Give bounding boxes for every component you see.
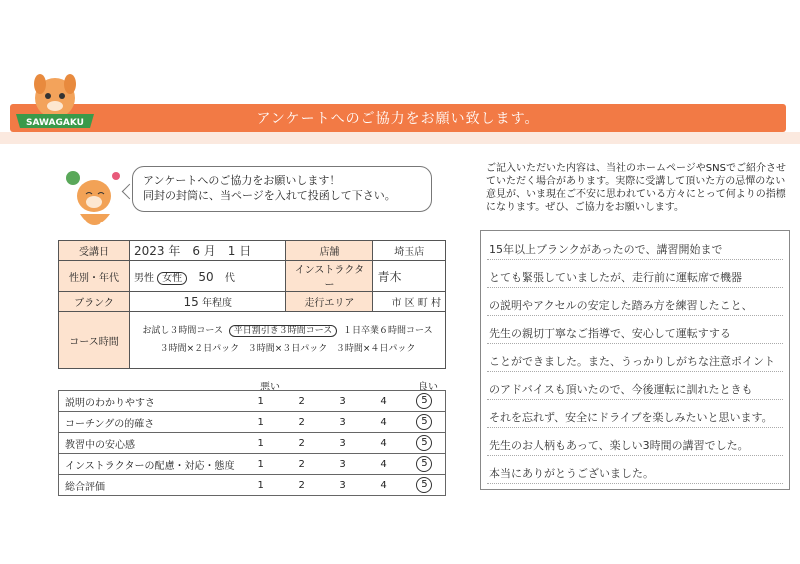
rating-cell [404,454,446,475]
rating-score: 1 [257,416,264,428]
instructor-label: インストラクター [286,261,373,292]
comment-line: 先生のお人柄もあって、楽しい3時間の講習でした。 [489,439,749,452]
bubble-line-2: 同封の封筒に、当ページを入れて投函して下さい。 [143,189,396,202]
course-option-one-day: １日卒業６時間コース [343,326,433,336]
rating-row [59,475,446,496]
male-option: 男性 [134,272,154,284]
rating-table [58,390,446,496]
rating-cell [240,475,281,496]
banner-text: アンケートへのご協力をお願い致します。 [256,111,540,127]
rating-cell [404,391,446,412]
rating-cell [404,433,446,454]
rating-question: 総合評価 [59,475,241,496]
rating-row [59,412,446,433]
deer-mascot-illustration [58,166,128,238]
shop-value: 埼玉店 [373,241,446,261]
logo-text: SAWAGAKU [25,118,85,128]
rating-cell [281,433,322,454]
rating-cell [281,391,322,412]
rating-score: 2 [298,416,305,428]
blank-unit: 年程度 [201,298,232,309]
bad-label: 悪い [260,382,280,393]
date-label: 受講日 [59,241,130,261]
comment-line: 15年以上ブランクがあったので、講習開始まで [489,243,723,256]
rating-question: 説明のわかりやすさ [59,391,241,412]
rating-score: 2 [298,437,305,449]
comment-line: それを忘れず、安全にドライブを楽しみたいと思います。 [489,411,773,424]
rating-cell [363,433,404,454]
comment-line: 本当にありがとうございました。 [489,467,654,480]
rating-row [59,454,446,475]
rating-cell [363,475,404,496]
rating-cell [363,412,404,433]
rating-cell [281,475,322,496]
rating-cell [363,454,404,475]
rating-cell [240,433,281,454]
age-unit: 代 [224,272,235,284]
comment-line: 先生の親切丁寧なご指導で、安心して運転すする [489,327,731,340]
rating-score: 4 [380,479,387,491]
rating-row [59,391,446,412]
page-banner [10,104,786,132]
rating-score-selected: 5 [416,414,432,430]
rating-cell [322,454,363,475]
rating-cell [322,433,363,454]
comment-line: の説明やアクセルの安定した踏み方を練習したこと、 [489,299,753,312]
rating-score-selected: 5 [416,435,432,451]
age-value: 50 [198,269,214,284]
comment-box [480,230,790,490]
gender-age-value [130,261,286,292]
rating-cell [240,454,281,475]
good-label: 良い [418,382,438,393]
header-band [0,132,800,144]
rating-cell [404,412,446,433]
instructor-value: 青木 [373,261,446,292]
rating-score: 3 [339,416,346,428]
rating-score-selected: 5 [416,456,432,472]
rating-question: コーチングの的確さ [59,412,241,433]
course-option-trial: お試し３時間コース [142,326,223,336]
date-value: 2023 年 6 月 1 日 [130,241,286,261]
rating-score: 1 [257,395,264,407]
course-option-4day: ３時間×４日パック [335,344,416,354]
course-option-3day: ３時間×３日パック [247,344,328,354]
sawagaku-logo [12,70,98,134]
comment-line: のアドバイスも頂いたので、今後運転に訓れたときも [489,383,753,396]
comment-line: ことができました。また、うっかりしがちな注意ポイント [489,355,775,368]
rating-score: 4 [380,416,387,428]
area-label: 走行エリア [286,292,373,312]
rating-cell [322,412,363,433]
blank-value-cell [130,292,286,312]
rating-score-selected: 5 [416,393,432,409]
course-option-2day: ３時間×２日パック [159,344,240,354]
rating-score: 1 [257,479,264,491]
instruction-bubble [132,166,432,212]
rating-cell [363,391,404,412]
rating-score-selected: 5 [416,477,432,493]
publication-notice: ご記入いただいた内容は、当社のホームページやSNSでご紹介させていただく場合があります。実際に受講して頂いた方の忌憚のない意見が、いま現在ご不安に思われている方々にとって何よりの指標になります。ぜひ、ご協力をお願いします。 [486,163,786,213]
rating-score: 4 [380,437,387,449]
rating-cell [322,391,363,412]
rating-score: 2 [298,395,305,407]
course-label: コース時間 [59,312,130,369]
course-options [130,312,446,369]
rating-score: 3 [339,458,346,470]
rating-score: 3 [339,479,346,491]
gender-age-label: 性別・年代 [59,261,130,292]
rating-cell [281,412,322,433]
rating-row [59,433,446,454]
rating-cell [240,391,281,412]
rating-score: 2 [298,479,305,491]
shop-label: 店舗 [286,241,373,261]
rating-cell [404,475,446,496]
attendee-info-table [58,240,446,369]
rating-score: 1 [257,437,264,449]
blank-label: ブランク [59,292,130,312]
rating-cell [240,412,281,433]
rating-score: 1 [257,458,264,470]
area-value: 市 区 町 村 [373,292,446,312]
comment-line: とても緊張していましたが、走行前に運転席で機器 [489,271,742,284]
rating-score: 3 [339,395,346,407]
rating-score: 4 [380,395,387,407]
rating-cell [281,454,322,475]
course-option-weekday-circled: 平日割引き３時間コース [229,325,338,337]
rating-cell [322,475,363,496]
rating-score: 4 [380,458,387,470]
blank-value: 15 [183,295,199,309]
female-option-circled: 女性 [157,272,187,285]
bubble-line-1: アンケートへのご協力をお願いします！ [143,174,341,187]
rating-question: インストラクターの配慮・対応・態度 [59,454,241,475]
rating-score: 3 [339,437,346,449]
rating-question: 教習中の安心感 [59,433,241,454]
rating-score: 2 [298,458,305,470]
